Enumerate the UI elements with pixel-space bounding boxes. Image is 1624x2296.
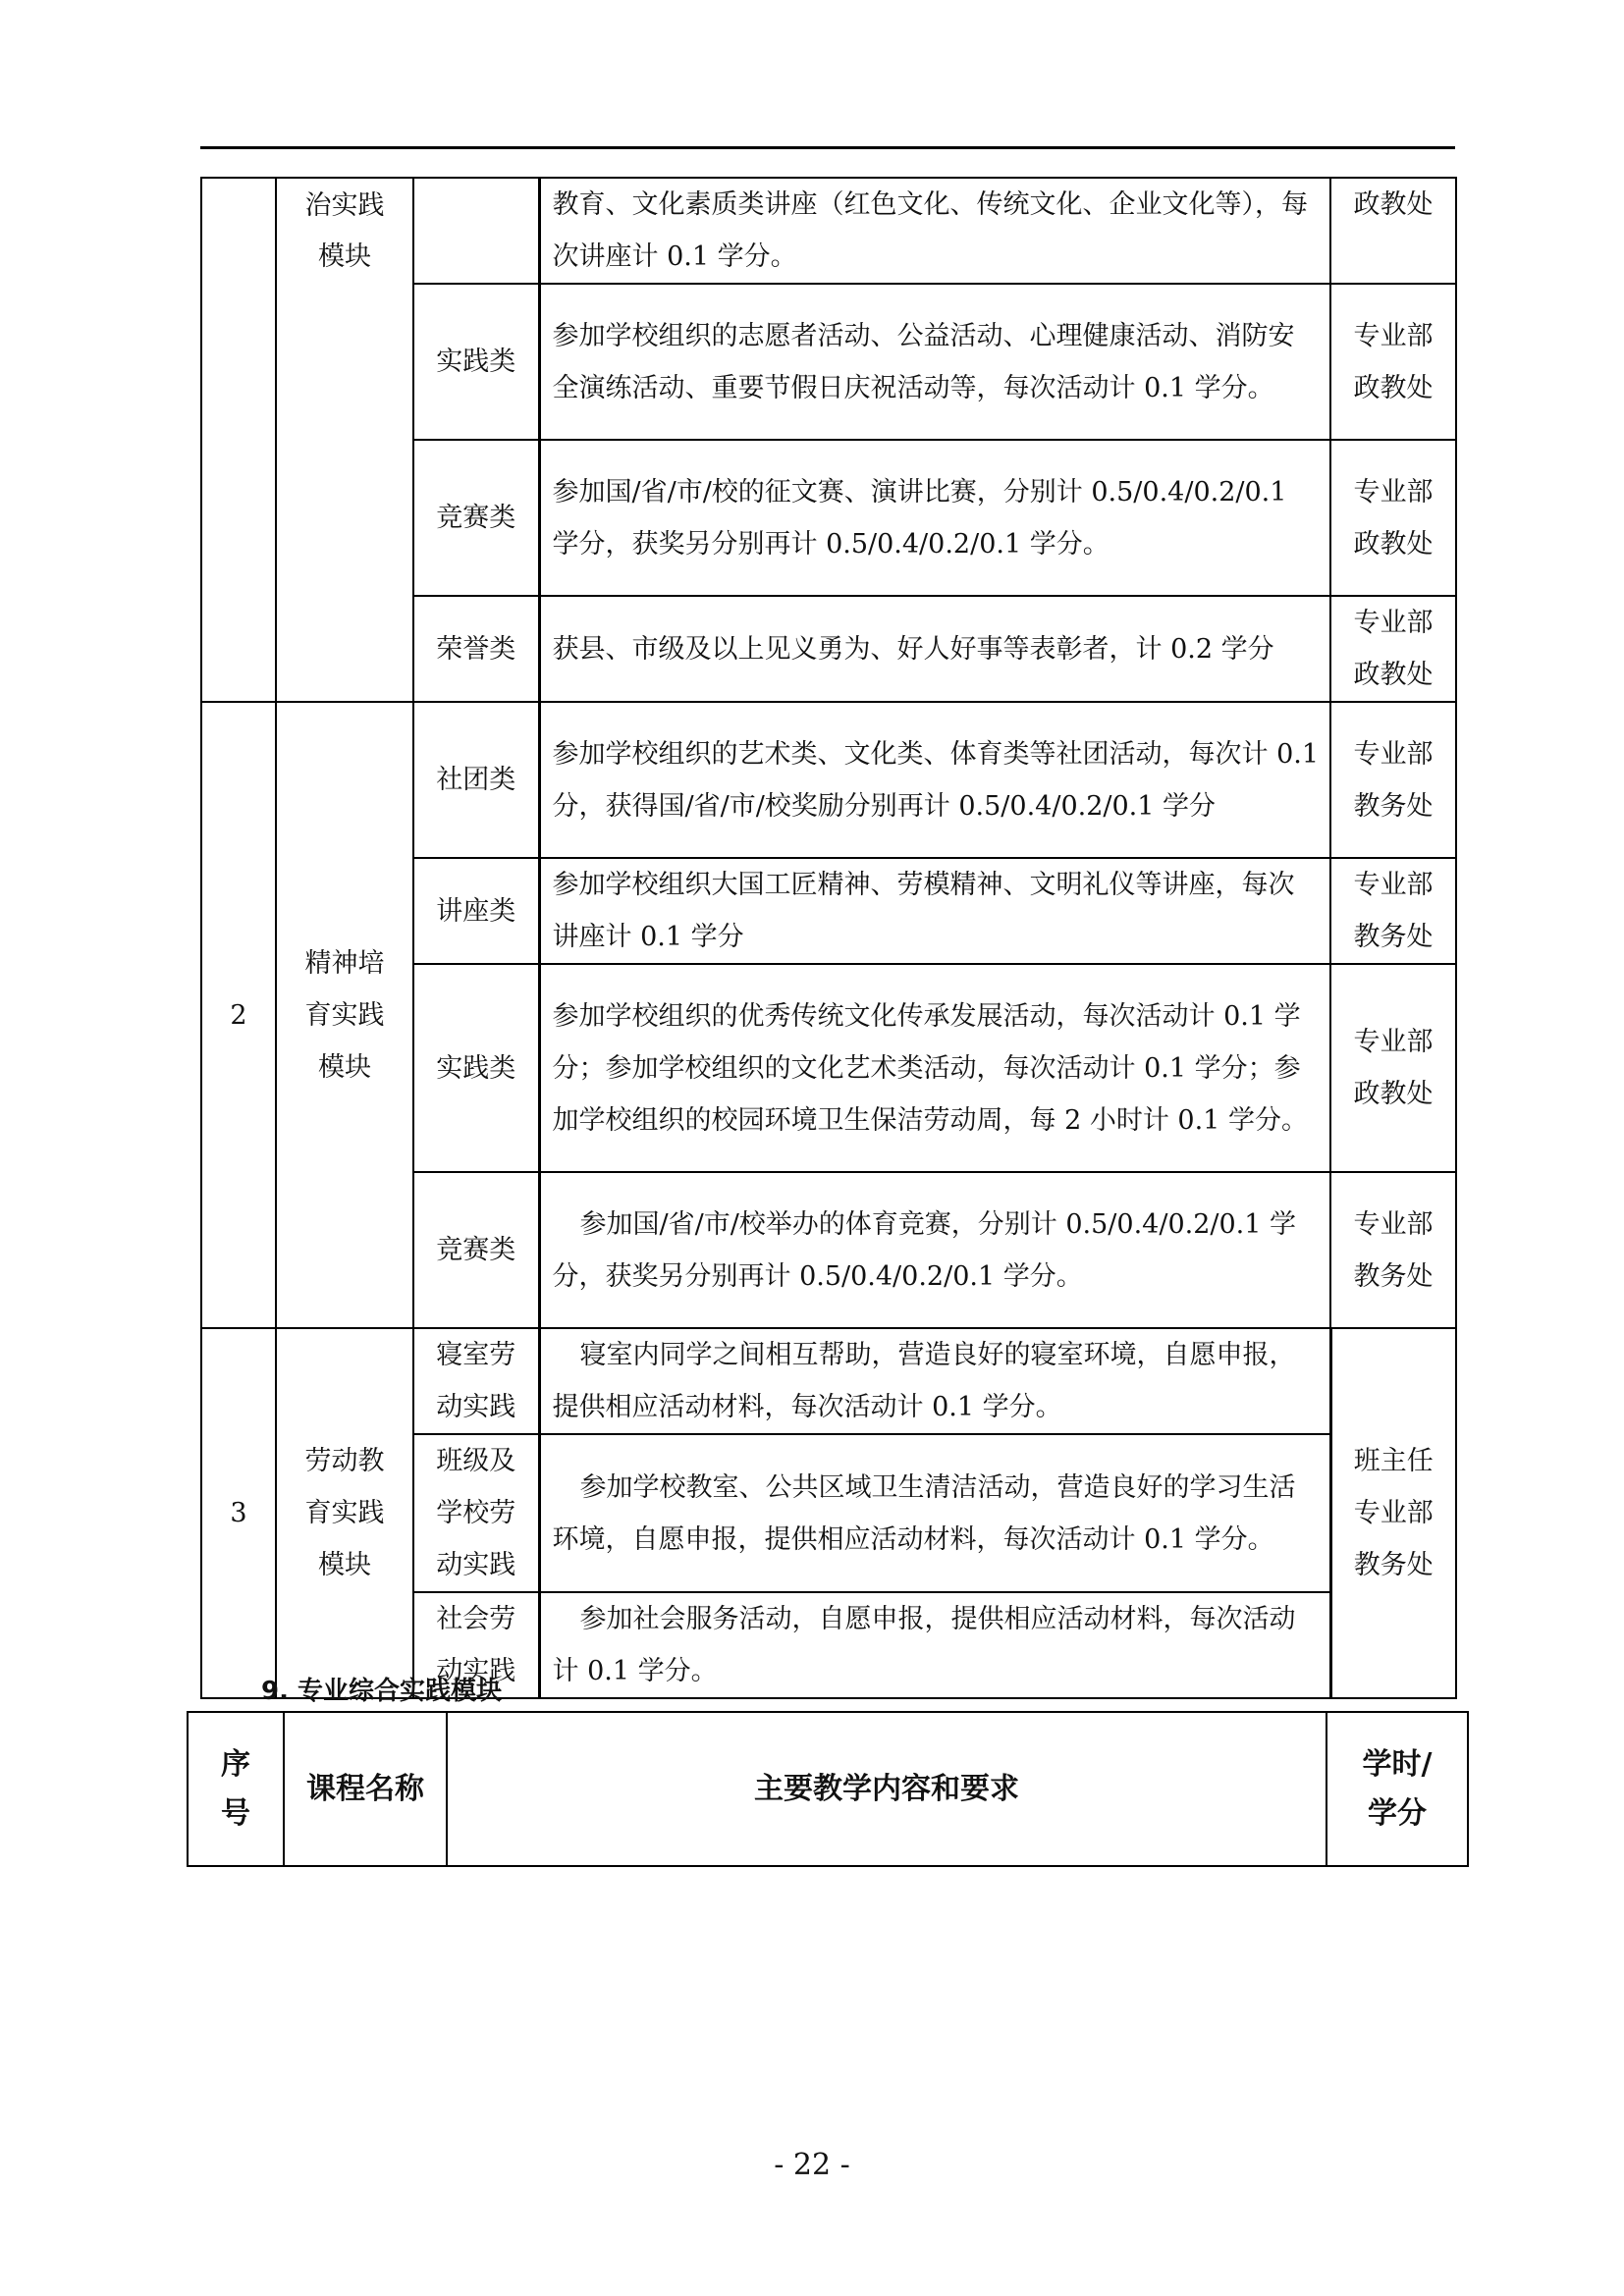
table-header-row [188,1712,1468,1866]
category-cell [413,178,539,284]
row-number: 2 [201,702,276,1328]
category-cell: 讲座类 [413,858,539,964]
category-cell: 竞赛类 [413,440,539,596]
header-no: 序 号 [188,1712,284,1866]
category-cell: 寝室劳 动实践 [413,1328,539,1434]
category-cell: 荣誉类 [413,596,539,702]
category-cell: 社团类 [413,702,539,858]
header-course-name: 课程名称 [284,1712,447,1866]
header-hours-credits: 学时/ 学分 [1326,1712,1468,1866]
category-cell: 实践类 [413,964,539,1172]
content-cell: 教育、文化素质类讲座（红色文化、传统文化、企业文化等），每次讲座计 0.1 学分。 [539,178,1330,284]
dept-cell: 政教处 [1330,178,1456,284]
content-cell: 参加学校教室、公共区域卫生清洁活动，营造良好的学习生活环境，自愿申报，提供相应活动材料，每次活动计 0.1 学分。 [539,1434,1330,1592]
dept-cell: 班主任 专业部 教务处 [1330,1328,1456,1698]
content-cell: 参加学校组织的志愿者活动、公益活动、心理健康活动、消防安全演练活动、重要节假日庆祝活动等，每次活动计 0.1 学分。 [539,284,1330,440]
content-cell: 寝室内同学之间相互帮助，营造良好的寝室环境，自愿申报，提供相应活动材料，每次活动计 0.1 学分。 [539,1328,1330,1434]
content-cell: 获县、市级及以上见义勇为、好人好事等表彰者，计 0.2 学分 [539,596,1330,702]
row-number-cell [201,178,276,702]
dept-cell: 专业部 政教处 [1330,596,1456,702]
dept-cell: 专业部 教务处 [1330,858,1456,964]
content-cell: 参加国/省/市/校的征文赛、演讲比赛，分别计 0.5/0.4/0.2/0.1 学分，获奖另分别再计 0.5/0.4/0.2/0.1 学分。 [539,440,1330,596]
dept-cell: 专业部 教务处 [1330,702,1456,858]
header-content: 主要教学内容和要求 [447,1712,1326,1866]
dept-cell: 专业部 政教处 [1330,440,1456,596]
header-rule [200,146,1455,149]
content-cell: 参加学校组织的优秀传统文化传承发展活动，每次活动计 0.1 学分；参加学校组织的文化艺术类活动，每次活动计 0.1 学分；参加学校组织的校园环境卫生保洁劳动周，每 2 小时计 0.1 学分。 [539,964,1330,1172]
content-cell: 参加学校组织大国工匠精神、劳模精神、文明礼仪等讲座，每次讲座计 0.1 学分 [539,858,1330,964]
practice-module-table [200,177,1457,1699]
table-row [201,1328,1456,1434]
category-cell: 社会劳 动实践 [413,1592,539,1698]
content-cell: 参加学校组织的艺术类、文化类、体育类等社团活动，每次计 0.1 分，获得国/省/市/校奖励分别再计 0.5/0.4/0.2/0.1 学分 [539,702,1330,858]
module-name: 治实践 模块 [276,178,413,702]
module-name: 精神培 育实践 模块 [276,702,413,1328]
category-cell: 实践类 [413,284,539,440]
module-name: 劳动教 育实践 模块 [276,1328,413,1698]
row-number: 3 [201,1328,276,1698]
course-table [187,1711,1469,1867]
section-heading: 9. 专业综合实践模块 [261,1677,503,1706]
dept-cell: 专业部 政教处 [1330,284,1456,440]
content-cell: 参加国/省/市/校举办的体育竞赛，分别计 0.5/0.4/0.2/0.1 学分，获奖另分别再计 0.5/0.4/0.2/0.1 学分。 [539,1172,1330,1328]
table-row [201,702,1456,858]
page-number: - 22 - [774,2148,850,2182]
table-row [201,178,1456,284]
category-cell: 班级及 学校劳 动实践 [413,1434,539,1592]
dept-cell: 专业部 政教处 [1330,964,1456,1172]
category-cell: 竞赛类 [413,1172,539,1328]
content-cell: 参加社会服务活动，自愿申报，提供相应活动材料，每次活动计 0.1 学分。 [539,1592,1330,1698]
dept-cell: 专业部 教务处 [1330,1172,1456,1328]
